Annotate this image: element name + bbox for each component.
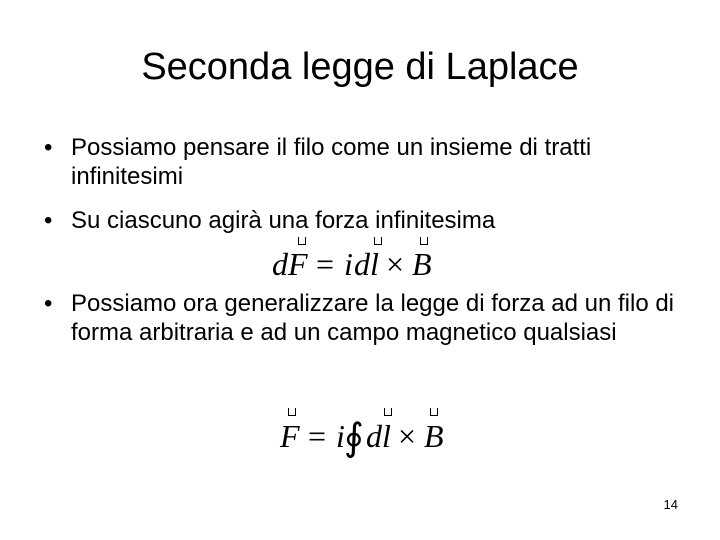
- bullet-2: [44, 206, 684, 235]
- vector-mark-B: [420, 237, 428, 245]
- bullet-3: [44, 289, 684, 347]
- vector-mark-dl: [384, 408, 392, 416]
- bullet-2-text: Su ciascuno agirà una forza infinitesima: [71, 207, 496, 234]
- closed-integral-symbol: ∮: [344, 417, 364, 459]
- bullet-3-text: Possiamo ora generalizzare la legge di forza ad un filo di forma arbitraria e ad un campo magnetico qualsiasi: [71, 290, 675, 346]
- page-number: 14: [663, 497, 678, 512]
- bullet-1-text: Possiamo pensare il filo come un insieme di tratti infinitesimi: [71, 134, 592, 190]
- formula-F-integral: [280, 418, 450, 458]
- formula1-times: ×: [386, 246, 405, 282]
- bullet-symbol: •: [44, 134, 53, 161]
- vector-mark-F: [298, 237, 306, 245]
- bullet-symbol: •: [44, 207, 53, 234]
- vector-mark-B: [430, 408, 438, 416]
- vector-mark-F: [288, 408, 296, 416]
- bullet-symbol: •: [44, 290, 53, 317]
- formula1-i: i: [344, 246, 353, 282]
- vector-mark-dl: [374, 237, 382, 245]
- bullet-1: [44, 133, 684, 191]
- formula-dF: [272, 246, 442, 282]
- formula2-equals: =: [308, 418, 327, 454]
- formula1-B: B: [412, 246, 432, 282]
- formula2-i: i: [336, 418, 345, 454]
- formula1-d: d: [272, 246, 288, 282]
- formula2-F: F: [280, 418, 300, 454]
- formula1-dl: dl: [354, 246, 379, 282]
- formula1-equals: =: [316, 246, 335, 282]
- formula2-dl: dl: [366, 418, 391, 454]
- slide-title: Seconda legge di Laplace: [141, 46, 579, 88]
- formula2-B: B: [424, 418, 444, 454]
- formula2-times: ×: [398, 418, 417, 454]
- formula1-F: F: [288, 246, 308, 282]
